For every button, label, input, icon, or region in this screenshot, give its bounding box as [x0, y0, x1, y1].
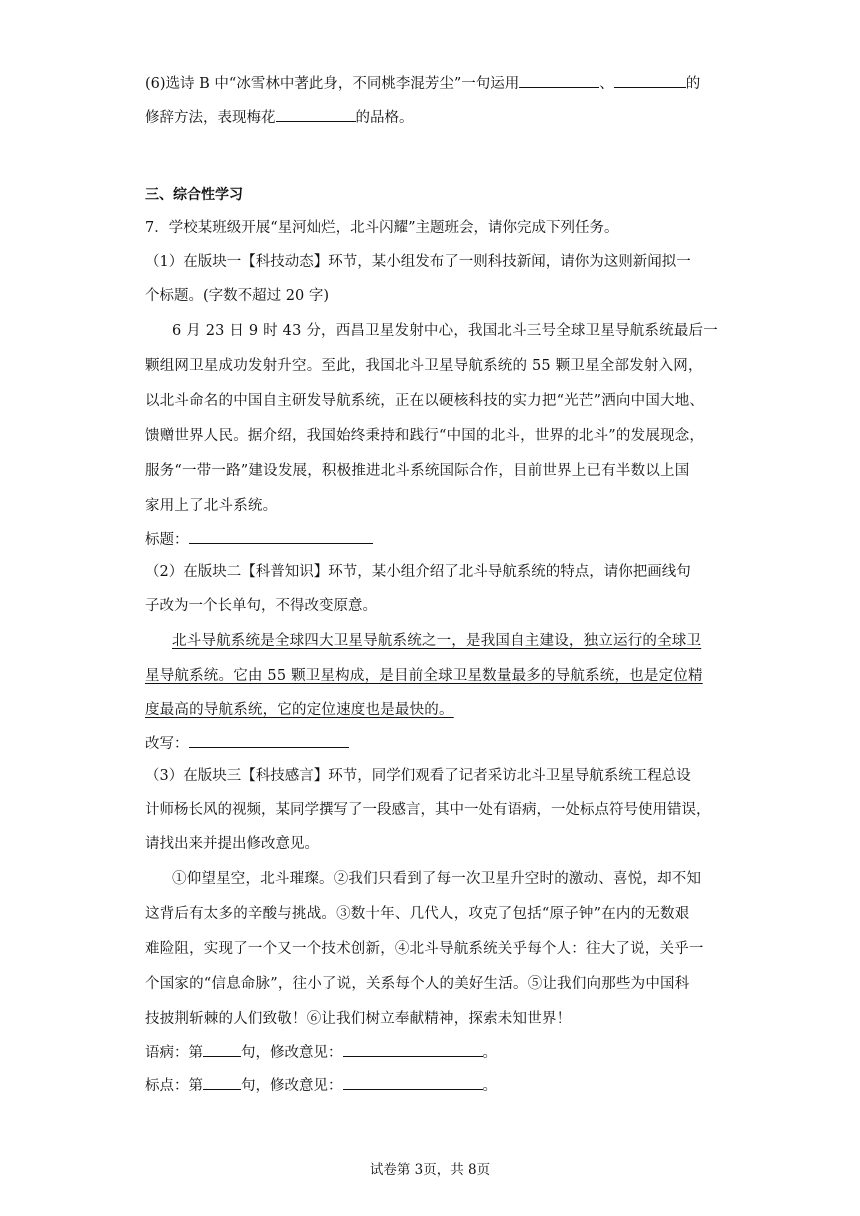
answer-blank[interactable]	[276, 106, 356, 122]
grammar-answer-row	[145, 1041, 497, 1063]
title-answer-blank[interactable]	[189, 528, 373, 544]
q6-text: 的	[685, 76, 701, 92]
suggestion-blank[interactable]	[343, 1074, 483, 1090]
underlined-sentence: 北斗导航系统是全球四大卫星导航系统之一，是我国自主建设，独立运行的全球卫	[172, 633, 702, 649]
q7-p3-line-2: 计师杨长风的视频，某同学撰写了一段感言，其中一处有语病，一处标点符号使用错误，	[145, 802, 711, 818]
q6-sep: 、	[599, 76, 614, 92]
answer-end: 。	[482, 1078, 497, 1094]
passage-line: 个国家的“信息命脉”，往小了说，关系每个人的美好生活。⑤让我们向那些为中国科	[145, 976, 690, 992]
page-footer: 试卷第 3页，共 8页	[369, 1162, 491, 1178]
sentence-number-blank[interactable]	[203, 1074, 241, 1090]
passage-line: 技披荆斩棘的人们致敬！⑥让我们树立奉献精神，探索未知世界！	[145, 1011, 572, 1027]
sentence-number-blank[interactable]	[203, 1041, 241, 1057]
suggestion-blank[interactable]	[343, 1041, 483, 1057]
section-heading: 三、综合性学习	[145, 187, 243, 203]
answer-end: 。	[482, 1045, 497, 1061]
answer-label: 语病：第	[145, 1045, 203, 1061]
q7-p3-line-1: （3）在版块三【科技感言】环节，同学们观看了记者采访北斗卫星导航系统工程总设	[145, 768, 691, 784]
q6-text: 修辞方法，表现梅花	[145, 110, 276, 126]
answer-blank[interactable]	[614, 72, 686, 88]
q7-p1-line-2: 个标题。(字数不超过 20 字)	[145, 288, 329, 304]
answer-label: 句，修改意见：	[241, 1078, 343, 1094]
answer-label: 句，修改意见：	[241, 1045, 343, 1061]
q6-line-1	[145, 72, 700, 94]
rewrite-answer-blank[interactable]	[189, 732, 349, 748]
q7-intro: 7．学校某班级开展“星河灿烂，北斗闪耀”主题班会，请你完成下列任务。	[145, 220, 619, 236]
answer-label: 改写：	[145, 736, 189, 752]
q7-p2-line-1: （2）在版块二【科普知识】环节，某小组介绍了北斗导航系统的特点，请你把画线句	[145, 564, 691, 580]
q6-line-2	[145, 106, 414, 128]
answer-label: 标题：	[145, 532, 189, 548]
passage-line: ①仰望星空，北斗璀璨。②我们只看到了每一次卫星升空时的激动、喜悦，却不知	[172, 871, 702, 887]
passage-line: 这背后有太多的辛酸与挑战。③数十年、几代人，攻克了包括“原子钟”在内的无数艰	[145, 906, 690, 922]
q7-p2-line-2: 子改为一个长单句，不得改变原意。	[145, 598, 377, 614]
underlined-sentence: 星导航系统。它由 55 颗卫星构成，是目前全球卫星数量最多的导航系统，也是定位精	[145, 668, 703, 684]
q7-p3-line-3: 请找出来并提出修改意见。	[145, 836, 319, 852]
news-line: 颗组网卫星成功发射升空。至此，我国北斗卫星导航系统的 55 颗卫星全部发射入网，	[145, 358, 703, 374]
q6-text: 的品格。	[355, 110, 414, 126]
news-line: 6 月 23 日 9 时 43 分，西昌卫星发射中心，我国北斗三号全球卫星导航系统最后一	[172, 323, 718, 339]
rewrite-answer-row	[145, 732, 349, 754]
answer-blank[interactable]	[519, 72, 599, 88]
news-line: 馈赠世界人民。据介绍，我国始终秉持和践行“中国的北斗，世界的北斗”的发展现念，	[145, 428, 705, 444]
answer-label: 标点：第	[145, 1078, 203, 1094]
news-line: 家用上了北斗系统。	[145, 498, 278, 514]
q7-p1-line-1: （1）在版块一【科技动态】环节，某小组发布了一则科技新闻，请你为这则新闻拟一	[145, 254, 691, 270]
underlined-sentence: 度最高的导航系统，它的定位速度也是最快的。	[145, 702, 454, 718]
title-answer-row	[145, 528, 373, 550]
passage-line: 难险阻，实现了一个又一个技术创新，④北斗导航系统关乎每个人：往大了说，关乎一	[145, 941, 704, 957]
q6-text: (6)选诗 B 中“冰雪林中著此身，不同桃李混芳尘”一句运用	[145, 76, 520, 92]
news-line: 服务“一带一路”建设发展，积极推进北斗系统国际合作，目前世界上已有半数以上国	[145, 463, 690, 479]
punct-answer-row	[145, 1074, 497, 1096]
news-line: 以北斗命名的中国自主研发导航系统，正在以硬核科技的实力把“光芒”洒向中国大地、	[145, 393, 705, 409]
